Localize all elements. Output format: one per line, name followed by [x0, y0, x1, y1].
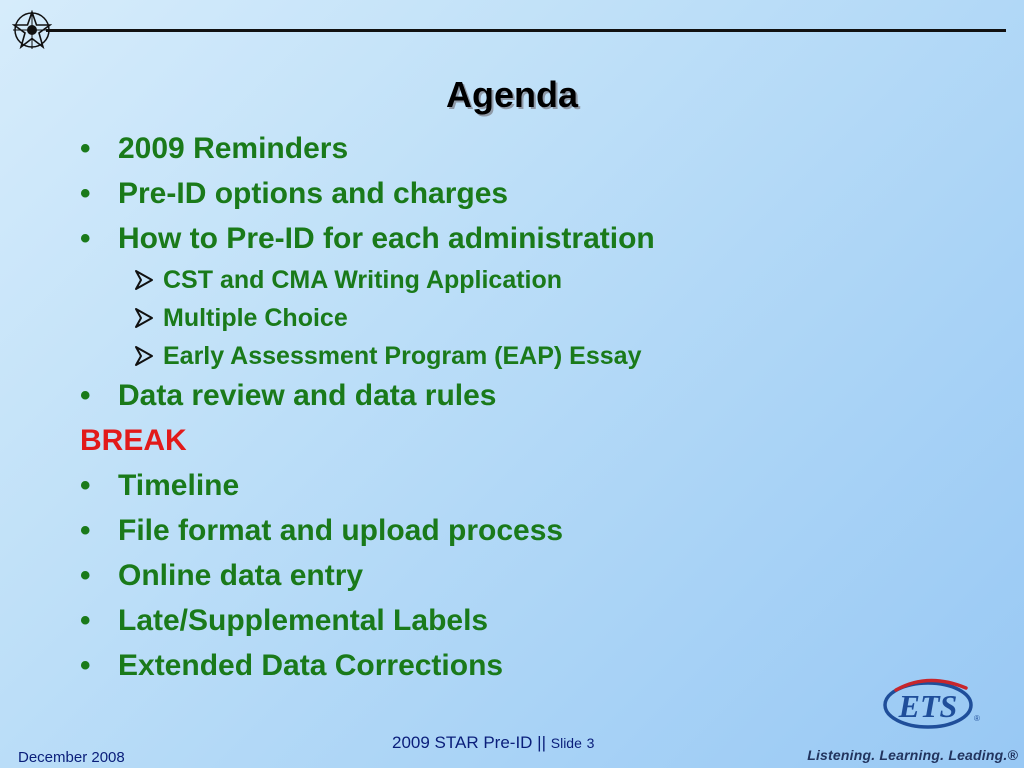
slide-label: Slide [550, 735, 582, 751]
bullet-icon: • [80, 514, 91, 547]
agenda-item-text: Extended Data Corrections [118, 649, 504, 682]
arrow-bullet-icon [132, 344, 156, 368]
ets-logo-icon [882, 674, 980, 732]
bullet-icon: • [80, 222, 91, 255]
registered-mark: ® [974, 714, 980, 723]
agenda-subitem-text: Early Assessment Program (EAP) Essay [163, 342, 642, 370]
agenda-subitem-text: CST and CMA Writing Application [163, 266, 563, 294]
footer-title: 2009 STAR Pre-ID || [392, 733, 547, 752]
bullet-icon: • [80, 604, 91, 637]
agenda-item-text: Data review and data rules [118, 379, 497, 412]
arrow-bullet-icon [132, 306, 156, 330]
agenda-list [80, 0, 980, 768]
footer-slide-info [392, 733, 594, 753]
agenda-subitem-text: Multiple Choice [163, 304, 348, 332]
bullet-icon: • [80, 559, 91, 592]
agenda-item-text: Late/Supplemental Labels [118, 604, 489, 637]
agenda-item-text: How to Pre-ID for each administration [118, 222, 655, 255]
footer-date: December 2008 [18, 749, 125, 766]
ets-tagline: Listening. Learning. Leading.® [807, 747, 1018, 763]
bullet-icon: • [80, 379, 91, 412]
agenda-item-text: 2009 Reminders [118, 132, 349, 165]
slide-title: Agenda [445, 74, 578, 115]
arrow-bullet-icon [132, 268, 156, 292]
bullet-icon: • [80, 649, 91, 682]
break-label: BREAK [80, 424, 187, 457]
agenda-item-text: Pre-ID options and charges [118, 177, 509, 210]
agenda-item-text: Online data entry [118, 559, 364, 592]
agenda-item-text: Timeline [118, 469, 240, 502]
bullet-icon: • [80, 177, 91, 210]
bullet-icon: • [80, 469, 91, 502]
slide-number: 3 [586, 735, 595, 751]
bullet-icon: • [80, 132, 91, 165]
ets-logo-text: ETS [898, 688, 958, 724]
agenda-item-text: File format and upload process [118, 514, 564, 547]
